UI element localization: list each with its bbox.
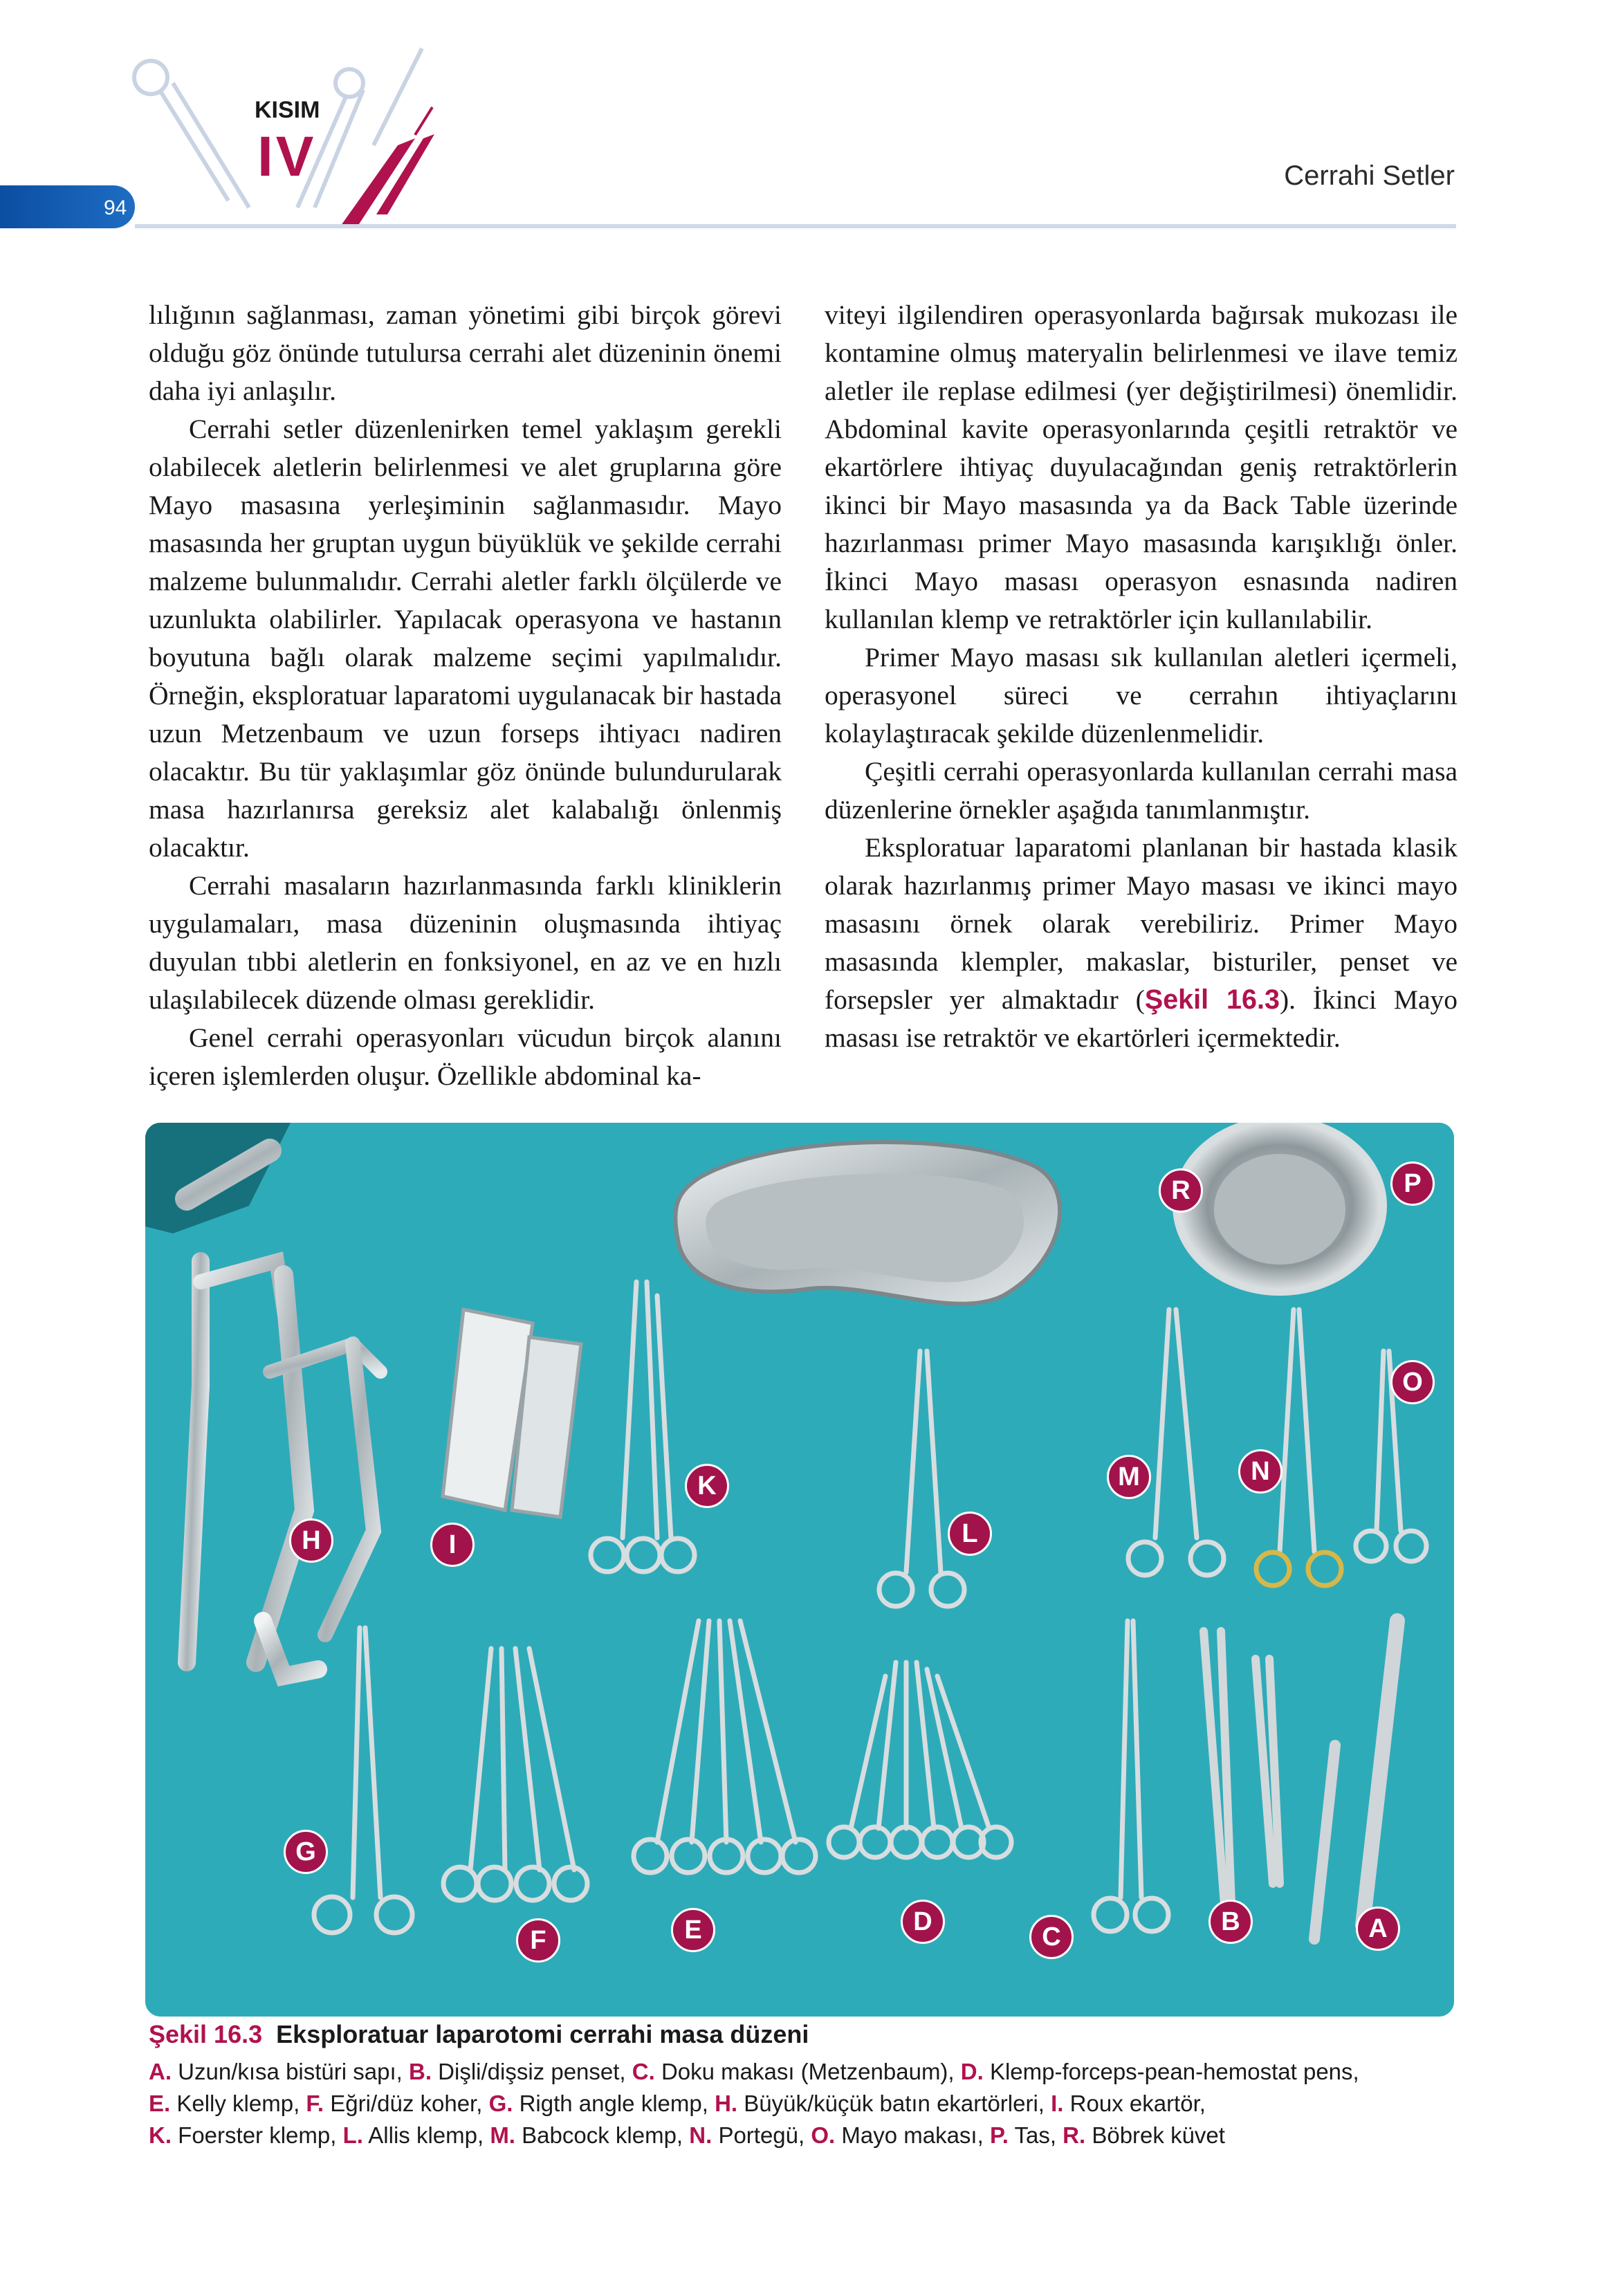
paragraph: viteyi ilgilendiren operasyonlarda bağırsak mukozası ile kontamine olmuş materyalin belirlenmesi ve ilave temiz aletler ile replase edilmesi (yer değiştirilmesi) önemlidir. Abdominal kavite operasyonlarında çeşitli retraktör ve ekartörlere ihtiyaç duyulacağından geniş retraktörlerin ikinci bir Mayo masasında ya da Back Table üzerinde hazırlanması primer Mayo masasında karışıklığı önler. İkinci Mayo masası operasyon esnasında nadiren kullanılan klemp ve retraktörler için kullanılabilir. <box>825 300 1458 634</box>
legend-letter: A. <box>149 2059 172 2084</box>
paragraph: Çeşitli cerrahi operasyonlarda kullanılan cerrahi masa düzenlerine örnekler aşağıda tanımlanmıştır. <box>825 756 1458 825</box>
legend-text: Eğri/düz koher, <box>330 2091 483 2116</box>
paragraph: Cerrahi setler düzenlenirken temel yaklaşım gerekli olabilecek aletlerin belirlenmesi ve alet gruplarına göre Mayo masasına yerleşiminin sağlanmasıdır. Mayo masasında her gruptan uygun büyüklük ve şekilde cerrahi malzeme bulunmalıdır. Cerrahi aletler farklı ölçülerde ve uzunlukta olabilirler. Yapılacak operasyona ve hastanın boyutuna bağlı olarak malzeme seçimi yapılmalıdır. Örneğin, eksploratuar laparatomi uygulanacak bir hastada uzun Metzenbaum ve uzun forseps ihtiyacı nadiren olacaktır. Bu tür yaklaşımlar göz önünde bulundurularak masa hazırlanırsa gereksiz alet kalabalığı önlenmiş olacaktır. <box>149 414 782 863</box>
legend-letter: R. <box>1063 2122 1086 2148</box>
paragraph: lılığının sağlanması, zaman yönetimi gibi birçok görevi olduğu göz önünde tutulursa cerrahi alet düzeninin önemi daha iyi anlaşılır. <box>149 300 782 406</box>
label-h: H <box>289 1518 333 1563</box>
legend-letter: I. <box>1051 2091 1064 2116</box>
part-label: KISIM <box>255 97 320 123</box>
caption-title-text: Eksploratuar laparotomi cerrahi masa düzeni <box>276 2020 809 2048</box>
caption-legend-line <box>149 2056 1463 2088</box>
legend-text: Rigth angle klemp, <box>519 2091 708 2116</box>
page-number: 94 <box>104 196 127 219</box>
label-f: F <box>516 1918 560 1963</box>
header-divider <box>135 224 1456 228</box>
label-b: B <box>1208 1900 1253 1944</box>
label-a: A <box>1356 1907 1400 1951</box>
legend-text: Babcock klemp, <box>522 2122 683 2148</box>
legend-text: Uzun/kısa bistüri sapı, <box>178 2059 403 2084</box>
label-l: L <box>948 1512 992 1556</box>
left-column <box>149 296 782 1095</box>
legend-text: Klemp-forceps-pean-hemostat pens, <box>989 2059 1359 2084</box>
label-o: O <box>1390 1360 1435 1404</box>
legend-text: Dişli/dişsiz penset, <box>438 2059 626 2084</box>
legend-letter: D. <box>960 2059 984 2084</box>
caption-legend-line <box>149 2120 1463 2151</box>
label-c: C <box>1029 1915 1074 1959</box>
legend-letter: F. <box>306 2091 324 2116</box>
right-column <box>825 296 1458 1057</box>
paragraph: Genel cerrahi operasyonları vücudun birçok alanını içeren işlemlerden oluşur. Özellikle abdominal ka- <box>149 1022 782 1091</box>
legend-letter: E. <box>149 2091 171 2116</box>
legend-text: Doku makası (Metzenbaum), <box>661 2059 955 2084</box>
part-number: IV <box>257 125 317 188</box>
page-number-tab <box>0 185 135 228</box>
caption-title <box>149 2020 1463 2049</box>
label-r: R <box>1159 1168 1203 1213</box>
label-k: K <box>685 1464 729 1508</box>
legend-text: Büyük/küçük batın ekartörleri, <box>744 2091 1045 2116</box>
legend-text: Böbrek küvet <box>1092 2122 1225 2148</box>
figure-reference: Şekil 16.3 <box>1144 984 1280 1015</box>
paragraph <box>825 829 1458 1057</box>
label-g: G <box>284 1830 328 1874</box>
bowl-icon <box>1176 1123 1383 1292</box>
label-e: E <box>671 1908 715 1952</box>
legend-text: Portegü, <box>718 2122 805 2148</box>
legend-letter: L. <box>342 2122 363 2148</box>
label-n: N <box>1238 1449 1283 1494</box>
legend-letter: P. <box>989 2122 1009 2148</box>
legend-text: Tas, <box>1014 2122 1056 2148</box>
legend-letter: O. <box>811 2122 836 2148</box>
paragraph-text: ). İkinci Mayo masası ise retraktör ve ekartörleri içermektedir. <box>825 984 1458 1053</box>
legend-letter: M. <box>490 2122 515 2148</box>
legend-letter: G. <box>488 2091 513 2116</box>
legend-text: Roux ekartör, <box>1069 2091 1206 2116</box>
page-header <box>0 0 1618 235</box>
label-p: P <box>1390 1161 1435 1206</box>
legend-letter: H. <box>715 2091 738 2116</box>
legend-text: Mayo makası, <box>841 2122 984 2148</box>
figure-photo <box>145 1123 1454 2017</box>
paragraph: Cerrahi masaların hazırlanmasında farklı kliniklerin uygulamaları, masa düzeninin oluşmasında ihtiyaç duyulan tıbbi aletlerin en fonksiyonel, en az ve en hızlı ulaşılabilecek düzende olması gereklidir. <box>149 870 782 1015</box>
caption-legend-line <box>149 2088 1463 2120</box>
legend-letter: N. <box>689 2122 713 2148</box>
kidney-dish-icon <box>675 1142 1060 1304</box>
figure-caption <box>149 2020 1463 2151</box>
section-title: Cerrahi Setler <box>1284 160 1455 191</box>
surgical-table-illustration <box>145 1123 1454 2017</box>
paragraph: Primer Mayo masası sık kullanılan aletleri içermeli, operasyonel süreci ve cerrahın ihtiyaçlarını kolaylaştıracak şekilde düzenlenmelidir. <box>825 642 1458 749</box>
legend-text: Allis klemp, <box>368 2122 484 2148</box>
label-i: I <box>430 1523 475 1567</box>
paragraph-text: Eksploratuar laparatomi planlanan bir hastada klasik olarak hazırlanmış primer Mayo masası ve ikinci mayo masasını örnek olarak verebiliriz. Primer Mayo masasında klempler, makaslar, bisturiler, penset ve forsepsler yer almaktadır ( <box>825 832 1458 1015</box>
label-m: M <box>1107 1455 1151 1499</box>
label-d: D <box>901 1900 945 1944</box>
legend-text: Kelly klemp, <box>176 2091 300 2116</box>
caption-number: Şekil 16.3 <box>149 2020 263 2048</box>
legend-letter: K. <box>149 2122 172 2148</box>
legend-letter: B. <box>408 2059 432 2084</box>
legend-text: Foerster klemp, <box>178 2122 337 2148</box>
legend-letter: C. <box>632 2059 655 2084</box>
